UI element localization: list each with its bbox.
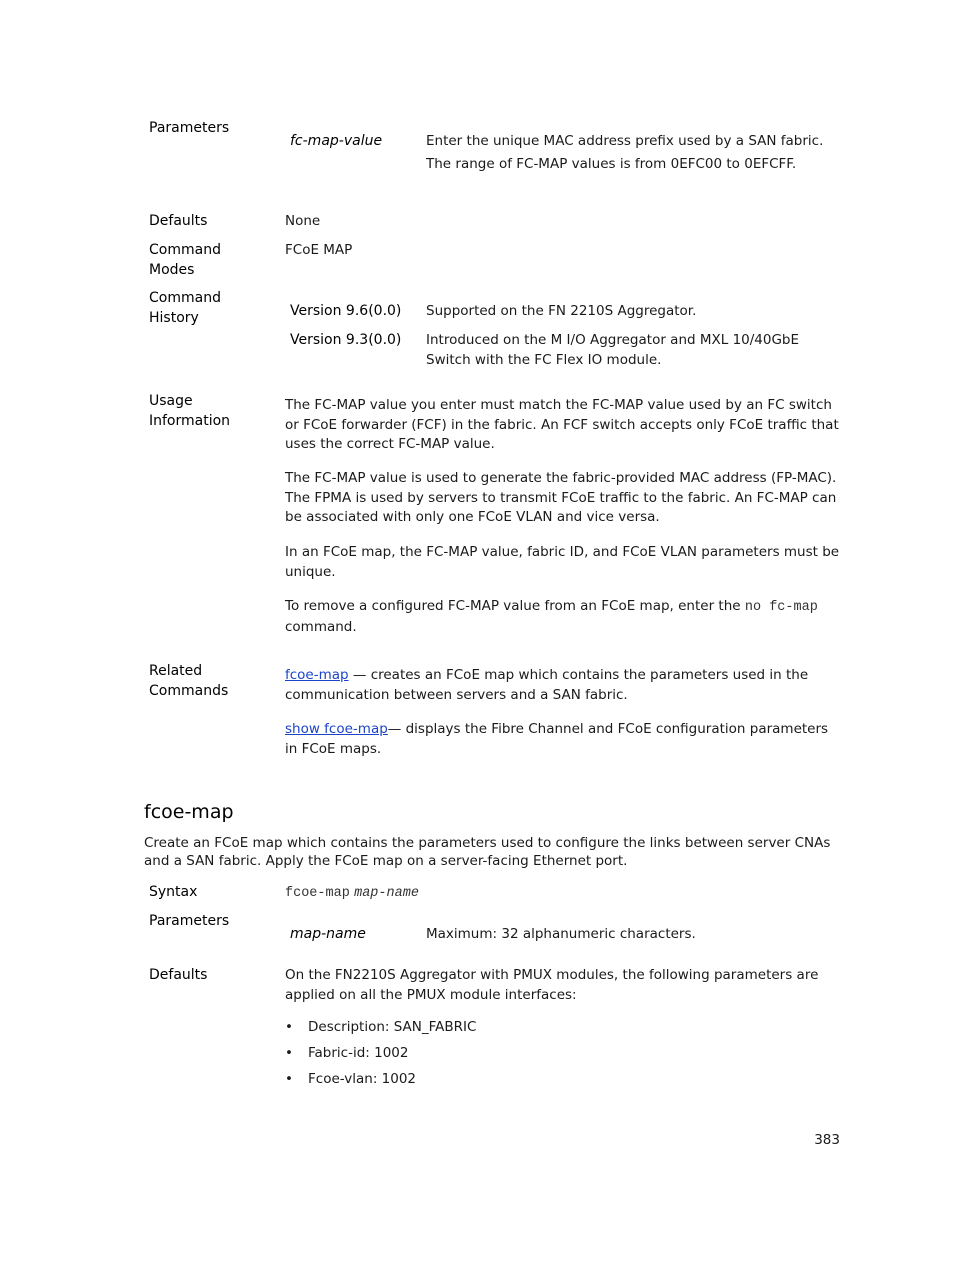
related-desc: — displays the Fibre Channel and FCoE configuration parameters in FCoE maps. [285,721,829,757]
defaults-text: On the FN2210S Aggregator with PMUX modules, the following parameters are applied on all the PMUX module interfaces: [285,967,819,1003]
history-desc: Supported on the FN 2210S Aggregator. [426,303,697,319]
param-term-map-name: map-name [290,926,366,942]
page-number: 383 [814,1132,840,1148]
command-modes-label: Command Modes [149,242,221,278]
inline-code: no fc-map [744,600,818,615]
param-desc: Maximum: 32 alphanumeric characters. [426,926,696,942]
parameters-label: Parameters [149,913,230,929]
history-version: Version 9.6(0.0) [290,303,402,319]
show-fcoe-map-link[interactable]: show fcoe-map [285,721,388,737]
fcoe-map-link[interactable]: fcoe-map [285,667,349,683]
history-desc: Introduced on the M I/O Aggregator and MXL 10/40GbE Switch with the FC Flex IO module. [426,332,800,368]
defaults-label: Defaults [149,213,208,229]
related-desc: — creates an FCoE map which contains the parameters used in the communication between servers and a SAN fabric. [285,667,809,703]
syntax-argument: map-name [354,886,419,901]
related-commands-label: Related Commands [149,663,229,699]
list-item: • Fabric-id: 1002 [285,1044,785,1070]
list-item: • Description: SAN_FABRIC [285,1018,785,1044]
section-intro: Create an FCoE map which contains the parameters used to configure the links between server CNAs and a SAN fabric. Apply the FCoE map on a server-facing Ethernet port. [144,835,831,869]
param-term-fc-map-value: fc-map-value [290,133,383,149]
usage-text: command. [285,618,357,635]
syntax-value [285,883,840,904]
history-version: Version 9.3(0.0) [290,332,402,348]
usage-text: To remove a configured FC-MAP value from an FCoE map, enter the [285,598,745,614]
command-modes-value: FCoE MAP [285,242,353,258]
usage-paragraph-remove [285,597,840,637]
section-title: fcoe-map [144,801,234,823]
related-command-item [285,720,840,759]
list-item: • Fcoe-vlan: 1002 [285,1070,785,1096]
param-desc-line1: Enter the unique MAC address prefix used by a SAN fabric. [426,133,824,149]
related-command-item [285,666,840,705]
syntax-command: fcoe-map [285,886,350,901]
parameters-label: Parameters [149,120,230,136]
usage-paragraph: The FC-MAP value is used to generate the fabric-provided MAC address (FP-MAC). The FPMA is used by servers to transmit FCoE traffic to the fabric. An FC-MAP can be associated with only one FCoE VLAN and vice versa. [285,470,837,525]
usage-paragraph: The FC-MAP value you enter must match the FC-MAP value used by an FC switch or FCoE forwarder (FCF) in the fabric. An FCF switch accepts only FCoE traffic that uses the correct FC-MAP value. [285,397,839,452]
usage-paragraph: In an FCoE map, the FC-MAP value, fabric ID, and FCoE VLAN parameters must be unique. [285,544,840,580]
param-desc-line2: The range of FC-MAP values is from 0EFC00 to 0EFCFF. [426,156,797,172]
defaults-list [285,1018,785,1096]
syntax-label: Syntax [149,884,198,900]
defaults-value: None [285,213,321,229]
command-history-label: Command History [149,290,221,326]
defaults-label: Defaults [149,967,208,983]
usage-information-label: Usage Information [149,393,231,429]
